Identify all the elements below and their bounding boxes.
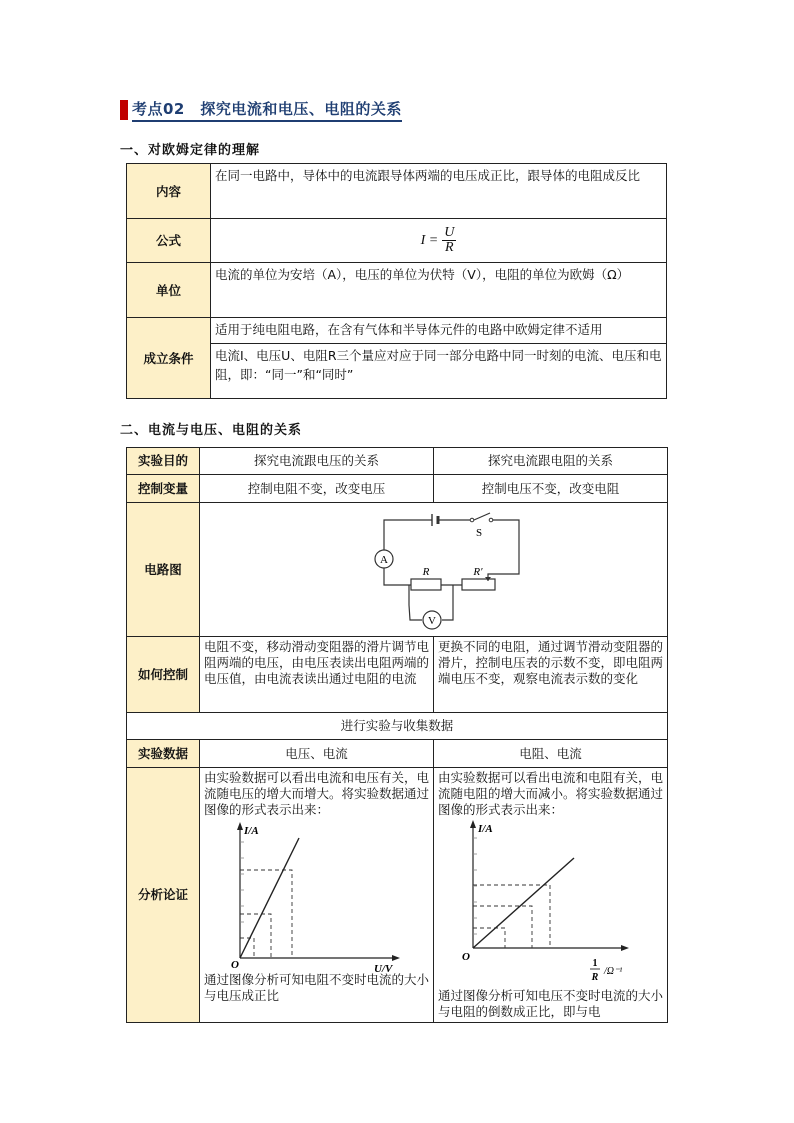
resistor-label: R [422, 565, 429, 578]
circuit-diagram [334, 506, 534, 634]
how-right: 更换不同的电阻，通过调节滑动变阻器的滑片，控制电压表的示数不变，即电阻两端电压不变，观察电流表示数的变化 [434, 637, 668, 713]
graph-i-vs-inverse-r [438, 818, 648, 988]
switch-label: S [475, 526, 482, 539]
analysis-right [434, 768, 668, 1023]
data-right: 电阻、电流 [434, 740, 668, 768]
circuit-cell [200, 503, 668, 637]
how-left: 电阻不变，移动滑动变阻器的滑片调节电阻两端的电压，由电压表读出电阻两端的电压值，由电流表读出通过电阻的电流 [200, 637, 434, 713]
label-circuit: 电路图 [127, 503, 200, 637]
data-left: 电压、电流 [200, 740, 434, 768]
unit-text: 电流的单位为安培（A），电压的单位为伏特（V），电阻的单位为欧姆（Ω） [211, 263, 667, 318]
rheostat-label: R′ [472, 565, 483, 578]
graph2-origin: O [462, 951, 470, 963]
purpose-right: 探究电流跟电阻的关系 [434, 448, 668, 475]
conditions-text-1: 适用于纯电阻电路，在含有气体和半导体元件的电路中欧姆定律不适用 [211, 318, 667, 344]
label-control: 控制变量 [127, 475, 200, 503]
voltmeter-label: V [427, 614, 436, 627]
label-formula: 公式 [127, 219, 211, 263]
control-left: 控制电阻不变，改变电压 [200, 475, 434, 503]
analysis-right-top: 由实验数据可以看出电流和电阻有关，电流随电阻的增大而减小。将实验数据通过图像的形式表示出来： [438, 770, 664, 817]
iu-line [240, 838, 299, 958]
resistor-r [411, 579, 441, 590]
graph-i-vs-u [204, 818, 404, 975]
graph1-xlabel: U/V [374, 963, 393, 975]
analysis-left-top: 由实验数据可以看出电流和电压有关，电流随电压的增大而增大。将实验数据通过图像的形式表示出来： [204, 770, 430, 817]
purpose-left: 探究电流跟电压的关系 [200, 448, 434, 475]
experiment-table [126, 447, 668, 1023]
control-right: 控制电压不变，改变电阻 [434, 475, 668, 503]
label-content: 内容 [127, 164, 211, 219]
graph1-ylabel: I/A [244, 825, 259, 837]
graph2-xlabel-num: 1 [592, 958, 598, 969]
graph2-xlabel-unit: /Ω⁻¹ [604, 966, 623, 977]
analysis-left-bottom: 通过图像分析可知电阻不变时电流的大小与电压成正比 [204, 972, 430, 1003]
graph1-origin: O [231, 959, 239, 971]
ir-line [473, 858, 574, 948]
graph2-xlabel-den: R [591, 972, 599, 983]
formula-numerator: U [444, 225, 455, 240]
heading-text: 考点02 探究电流和电压、电阻的关系 [132, 98, 402, 122]
formula-cell [211, 219, 667, 263]
content-text: 在同一电路中，导体中的电流跟导体两端的电压成正比，跟导体的电阻成反比 [211, 164, 667, 219]
conditions-text-2: 电流I、电压U、电阻R三个量应对应于同一部分电路中同一时刻的电流、电压和电阻，即：“同一”和“同时” [211, 344, 667, 399]
ammeter-label: A [379, 553, 388, 566]
label-conditions: 成立条件 [127, 318, 211, 399]
label-data: 实验数据 [127, 740, 200, 768]
heading-marker [120, 100, 128, 120]
label-how: 如何控制 [127, 637, 200, 713]
rheostat [462, 579, 495, 590]
label-purpose: 实验目的 [127, 448, 200, 475]
label-analysis: 分析论证 [127, 768, 200, 1023]
section-heading [120, 98, 402, 122]
ohm-law-table [126, 163, 667, 399]
label-unit: 单位 [127, 263, 211, 318]
graph2-ylabel: I/A [478, 823, 493, 835]
collect-row: 进行实验与收集数据 [127, 713, 668, 740]
analysis-left [200, 768, 434, 1023]
section1-title: 一、对欧姆定律的理解 [120, 143, 261, 158]
analysis-right-bottom: 通过图像分析可知电压不变时电流的大小与电阻的倒数成正比，即与电 [438, 988, 664, 1019]
formula-left: I = [420, 233, 439, 248]
formula-denominator: R [445, 240, 454, 255]
section2-title: 二、电流与电压、电阻的关系 [120, 423, 303, 438]
